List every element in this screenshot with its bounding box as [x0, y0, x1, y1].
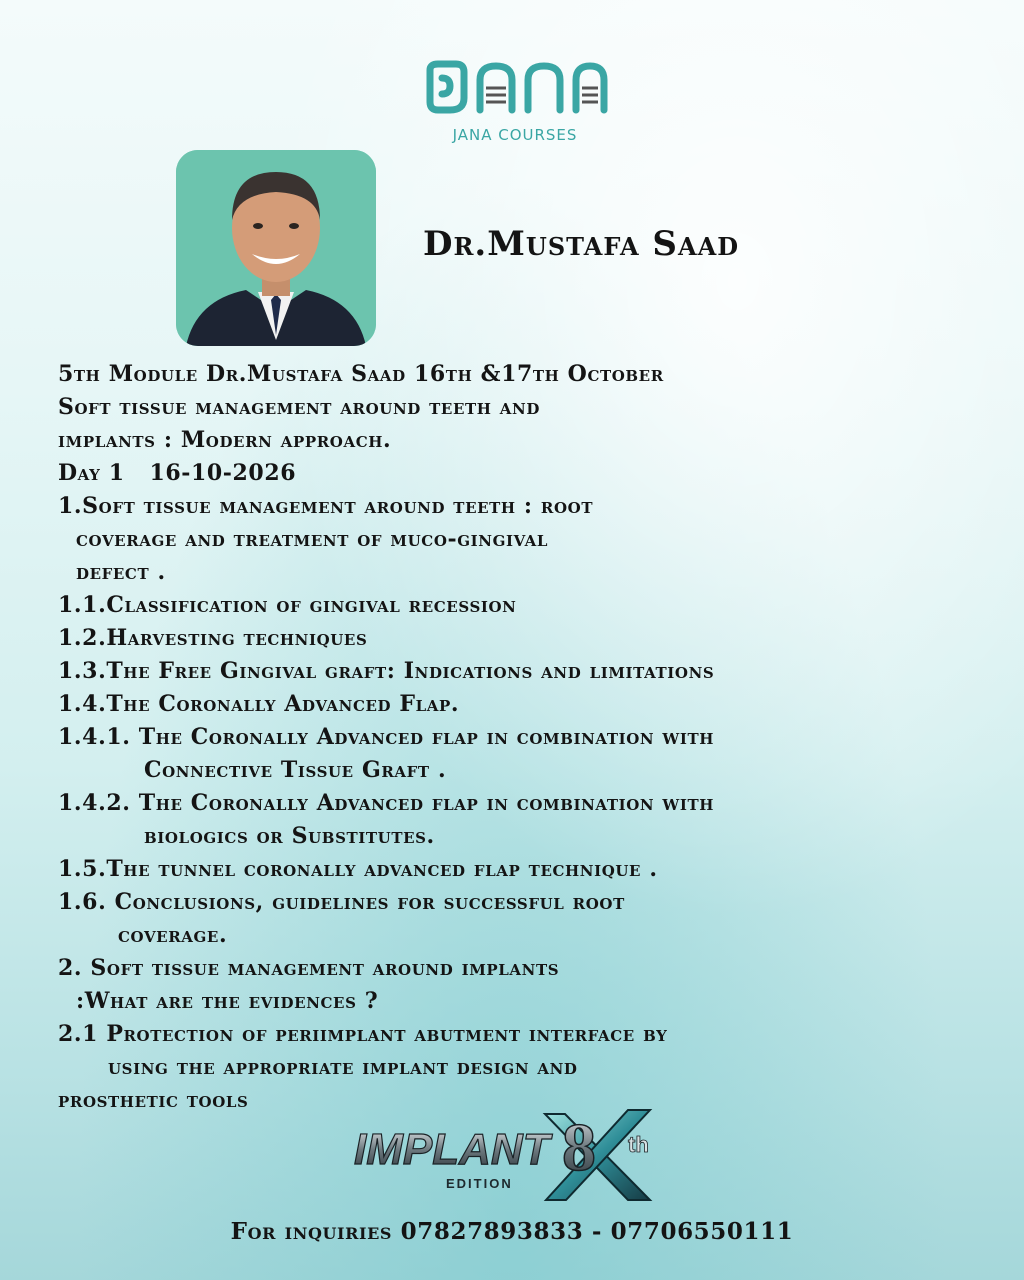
- list-item: using the appropriate implant design and: [108, 1054, 578, 1080]
- speaker-photo: [176, 150, 376, 346]
- list-item: 1.1.Classification of gingival recession: [58, 592, 517, 618]
- course-title-line-2: implants : Modern approach.: [58, 427, 392, 453]
- day-label: Day 1: [58, 460, 125, 486]
- implant-edition-badge: [350, 1104, 670, 1204]
- badge-number-suffix: th: [628, 1132, 649, 1157]
- list-item: coverage.: [118, 922, 228, 948]
- implant-edition-logo: [350, 1104, 670, 1204]
- doctor-name: Dr.Mustafa Saad: [423, 224, 740, 264]
- jana-courses-logo: [420, 58, 610, 150]
- list-item: 1.2.Harvesting techniques: [58, 625, 368, 651]
- list-item: biologics or Substitutes.: [144, 823, 435, 849]
- badge-word: IMPLANT: [354, 1125, 550, 1174]
- inquiries-footer: For inquiries 07827893833 - 07706550111: [230, 1218, 794, 1245]
- course-title-line-1: Soft tissue management around teeth and: [58, 394, 540, 420]
- list-item: defect .: [76, 559, 166, 585]
- list-item: 1.4.1. The Coronally Advanced flap in combination with: [58, 724, 715, 750]
- speaker-portrait-illustration: [176, 150, 376, 346]
- list-item: 2. Soft tissue management around implants: [58, 955, 560, 981]
- list-item: 1.4.The Coronally Advanced Flap.: [58, 691, 460, 717]
- list-item: Connective Tissue Graft .: [144, 757, 447, 783]
- day-line: [58, 457, 1008, 490]
- course-content: [58, 358, 1008, 1117]
- day-date: 16-10-2026: [149, 460, 297, 486]
- list-item: :What are the evidences ?: [76, 988, 379, 1014]
- list-item: 1.6. Conclusions, guidelines for successful root: [58, 889, 625, 915]
- list-item: 2.1 Protection of periimplant abutment interface by: [58, 1021, 668, 1047]
- list-item: 1.3.The Free Gingival graft: Indications and limitations: [58, 658, 715, 684]
- list-item: 1.5.The tunnel coronally advanced flap technique .: [58, 856, 658, 882]
- jana-logo-mark: [420, 58, 610, 124]
- badge-edition: EDITION: [446, 1176, 513, 1191]
- list-item: 1.4.2. The Coronally Advanced flap in combination with: [58, 790, 715, 816]
- badge-number: 8: [562, 1109, 596, 1185]
- list-item: prosthetic tools: [58, 1087, 249, 1113]
- module-line: 5th Module Dr.Mustafa Saad 16th &17th October: [58, 361, 664, 387]
- logo-subtitle: JANA COURSES: [452, 126, 578, 144]
- list-item: coverage and treatment of muco-gingival: [76, 526, 549, 552]
- list-item: 1.Soft tissue management around teeth : root: [58, 493, 594, 519]
